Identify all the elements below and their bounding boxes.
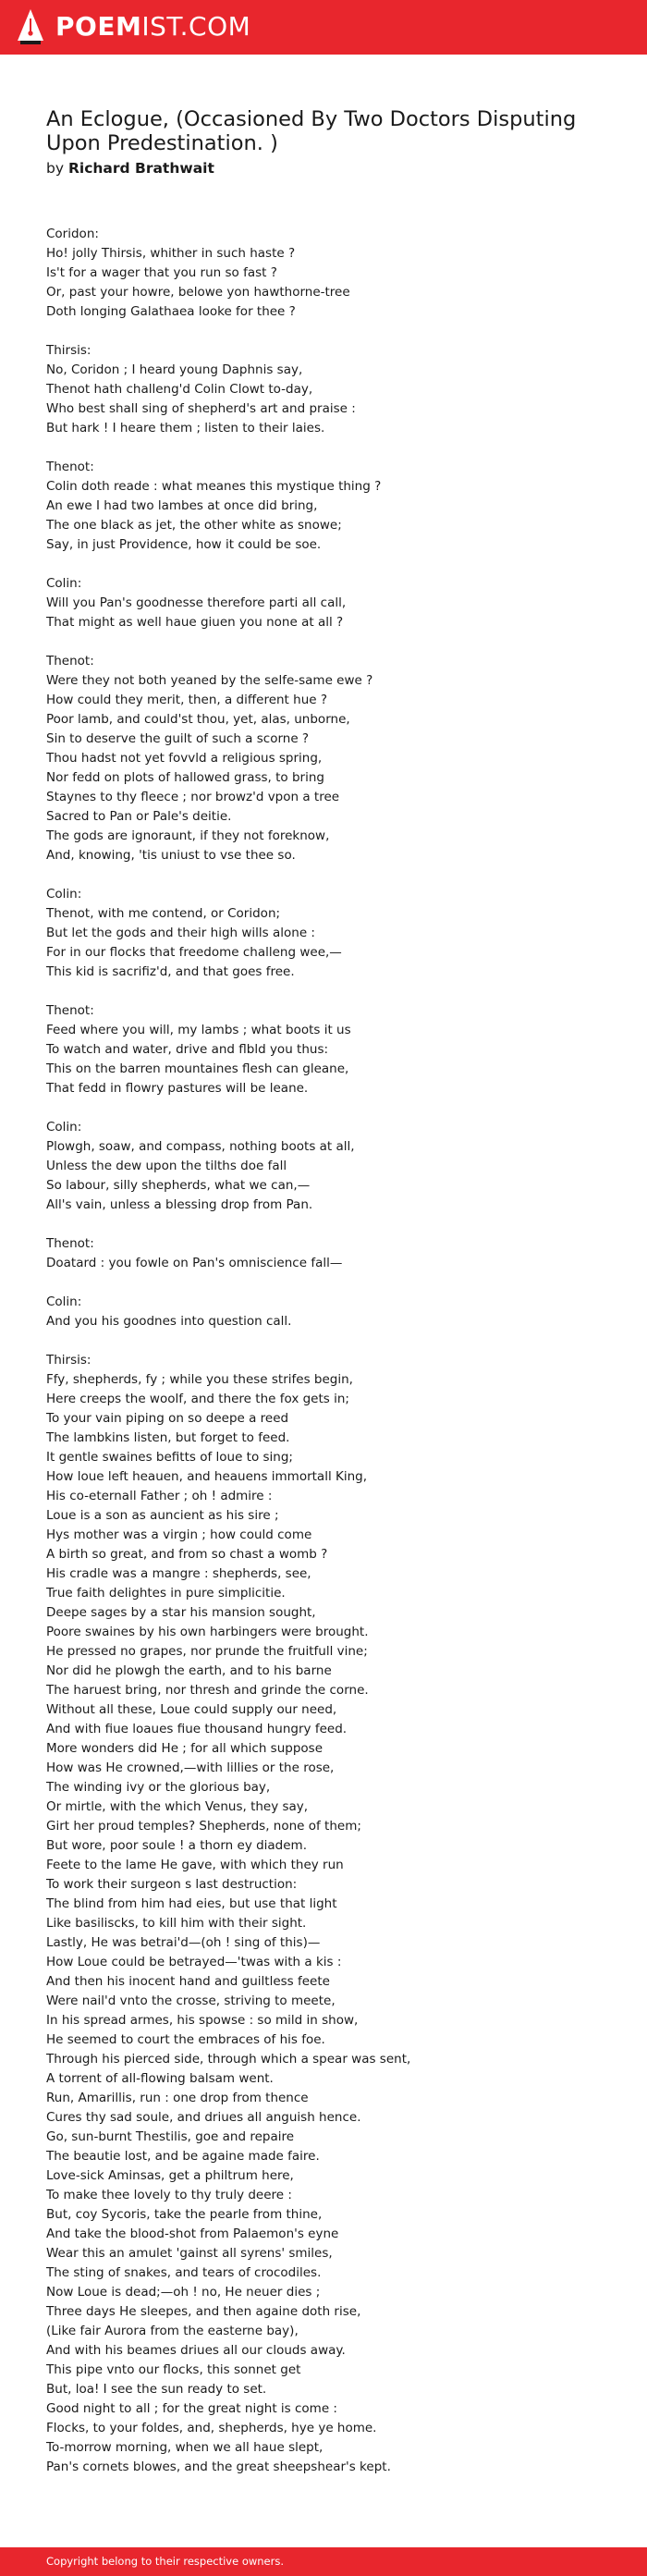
poem-line: His cradle was a mangre : shepherds, see, [46, 1566, 311, 1581]
poem-line: Three days He sleepes, and then againe doth rise, [46, 2304, 361, 2319]
poem-line: Thenot hath challeng'd Colin Clowt to-day, [46, 382, 313, 397]
poem-line: Ffy, shepherds, fy ; while you these strifes begin, [46, 1372, 353, 1387]
speaker-label: Thenot: [46, 654, 94, 669]
poem-line: The winding ivy or the glorious bay, [46, 1780, 271, 1795]
poem-line: Run, Amarillis, run : one drop from thence [46, 2091, 309, 2105]
poem-line: How was He crowned,—with lillies or the rose, [46, 1760, 335, 1775]
poem-line: Poor lamb, and could'st thou, yet, alas, unborne, [46, 712, 350, 727]
poem-line: Feed where you will, my lambs ; what boots it us [46, 1023, 351, 1037]
stanza [46, 341, 619, 438]
stanza [46, 1234, 619, 1273]
poem-body [46, 225, 619, 2496]
speaker-label: Colin: [46, 887, 82, 902]
speaker-label: Thenot: [46, 460, 94, 474]
poem-line: And with his beames driues all our clouds away. [46, 2343, 346, 2358]
poem-line: Doth longing Galathaea looke for thee ? [46, 304, 296, 319]
stanza [46, 652, 619, 865]
poem-line: And, knowing, 'tis uniust to vse thee so. [46, 848, 296, 863]
poem-line: The gods are ignoraunt, if they not foreknow, [46, 828, 330, 843]
poem-line: For in our flocks that freedome challeng wee,— [46, 945, 342, 960]
speaker-label: Thirsis: [46, 343, 92, 358]
poem-line: All's vain, unless a blessing drop from Pan. [46, 1197, 313, 1212]
poem-line: The lambkins listen, but forget to feed. [46, 1430, 290, 1445]
poem-line: Were nail'd vnto the crosse, striving to meete, [46, 1993, 336, 2008]
poem-line: Pan's cornets blowes, and the great sheepshear's kept. [46, 2459, 391, 2474]
author-link[interactable]: Richard Brathwait [67, 160, 214, 177]
poem-line: This kid is sacrifiz'd, and that goes free. [46, 964, 295, 979]
stanza [46, 1293, 619, 1331]
poem-line: Sacred to Pan or Pale's deitie. [46, 809, 232, 824]
poem-line: He pressed no grapes, nor prunde the fruitfull vine; [46, 1644, 368, 1659]
site-logo-link[interactable] [15, 7, 250, 46]
poem-line: More wonders did He ; for all which suppose [46, 1741, 323, 1756]
byline [46, 159, 214, 178]
poem-line: Who best shall sing of shepherd's art and praise : [46, 401, 356, 416]
poem-line: Like basiliscks, to kill him with their sight. [46, 1916, 307, 1931]
poem-line: And take the blood-shot from Palaemon's eyne [46, 2226, 339, 2241]
poem-line: Without all these, Loue could supply our need, [46, 1702, 337, 1717]
stanza [46, 1118, 619, 1215]
poem-line: The blind from him had eies, but use that light [46, 1896, 337, 1911]
poem-line: Will you Pan's goodnesse therefore parti all call, [46, 595, 347, 610]
poem-line: Staynes to thy fleece ; nor browz'd vpon a tree [46, 790, 340, 804]
stanza [46, 1001, 619, 1098]
stanza [46, 225, 619, 322]
poem-line: A birth so great, and from so chast a womb ? [46, 1547, 328, 1562]
stanza [46, 574, 619, 632]
poem-line: Nor did he plowgh the earth, and to his barne [46, 1663, 332, 1678]
poem-line: How Loue could be betrayed—'twas with a kis : [46, 1955, 342, 1969]
poem-title: An Eclogue, (Occasioned By Two Doctors Disputing Upon Predestination. ) [46, 107, 577, 155]
poem-line: Cures thy sad soule, and driues all anguish hence. [46, 2110, 361, 2125]
poem-line: Flocks, to your foldes, and, shepherds, hye ye home. [46, 2421, 377, 2435]
poem-line: Love-sick Aminsas, get a philtrum here, [46, 2168, 294, 2183]
poem-line: Unless the dew upon the tilths doe fall [46, 1159, 287, 1173]
speaker-label: Thirsis: [46, 1353, 92, 1368]
poem-line: But, coy Sycoris, take the pearle from thine, [46, 2207, 323, 2222]
speaker-label: Coridon: [46, 227, 99, 241]
poem-line: True faith delightes in pure simplicitie. [46, 1586, 286, 1601]
copyright-notice: Copyright belong to their respective owners. [46, 2555, 285, 2568]
poem-line: But wore, poor soule ! a thorn ey diadem. [46, 1838, 308, 1853]
poem-line: Doatard : you fowle on Pan's omniscience fall— [46, 1256, 343, 1270]
speaker-label: Thenot: [46, 1003, 94, 1018]
site-header [0, 0, 647, 55]
poem-line: Were they not both yeaned by the selfe-same ewe ? [46, 673, 373, 688]
poem-line: The one black as jet, the other white as snowe; [46, 518, 342, 533]
poem-line: To work their surgeon s last destruction: [46, 1877, 298, 1892]
poem-line: Say, in just Providence, how it could be soe. [46, 537, 322, 552]
poem-line: Wear this an amulet 'gainst all syrens' smiles, [46, 2246, 333, 2261]
poem-line: The beautie lost, and be againe made faire. [46, 2149, 320, 2164]
poem-line: Poore swaines by his own harbingers were brought. [46, 1625, 369, 1639]
poem-line: The haruest bring, nor thresh and grinde the corne. [46, 1683, 369, 1698]
poem-line: Sin to deserve the guilt of such a scorne ? [46, 731, 310, 746]
poem-line: To your vain piping on so deepe a reed [46, 1411, 289, 1426]
poem-line: Thou hadst not yet fovvld a religious spring, [46, 751, 323, 766]
poem-line: Loue is a son as auncient as his sire ; [46, 1508, 279, 1523]
speaker-label: Colin: [46, 1120, 82, 1135]
poem-line: How could they merit, then, a different hue ? [46, 693, 328, 707]
site-footer [0, 2547, 647, 2576]
poem-line: Nor fedd on plots of hallowed grass, to bring [46, 770, 324, 785]
poem-line: Deepe sages by a star his mansion sought, [46, 1605, 316, 1620]
poem-line: Thenot, with me contend, or Coridon; [46, 906, 281, 921]
quill-nib-icon [15, 7, 46, 46]
stanza [46, 1351, 619, 2477]
poem-line: The sting of snakes, and tears of crocodiles. [46, 2265, 322, 2280]
poem-line: His co-eternall Father ; oh ! admire : [46, 1489, 273, 1503]
speaker-label: Colin: [46, 1294, 82, 1309]
poem-line: An ewe I had two lambes at once did bring, [46, 498, 318, 513]
poem-line: No, Coridon ; I heard young Daphnis say, [46, 362, 303, 377]
poem-line: To-morrow morning, when we all haue slept, [46, 2440, 324, 2455]
poem-line: Good night to all ; for the great night is come : [46, 2401, 337, 2416]
poem-line: Lastly, He was betrai'd—(oh ! sing of this)— [46, 1935, 321, 1950]
poem-line: That fedd in flowry pastures will be leane. [46, 1081, 309, 1096]
poem-line: Or mirtle, with the which Venus, they say, [46, 1799, 309, 1814]
speaker-label: Thenot: [46, 1236, 94, 1251]
logo-text-bold: POEM [55, 11, 142, 42]
poem-line: That might as well haue giuen you none at all ? [46, 615, 344, 630]
poem-line: Is't for a wager that you run so fast ? [46, 265, 277, 280]
stanza [46, 885, 619, 982]
poem-line: And then his inocent hand and guiltless feete [46, 1974, 330, 1989]
poem-line: Here creeps the woolf, and there the fox gets in; [46, 1392, 349, 1406]
poem-line: And you his goodnes into question call. [46, 1314, 292, 1329]
poem-line: A torrent of all-flowing balsam went. [46, 2071, 274, 2086]
poem-line: Go, sun-burnt Thestilis, goe and repaire [46, 2129, 295, 2144]
poem-line: And with fiue loaues fiue thousand hungry feed. [46, 1722, 348, 1736]
poem-line: But let the gods and their high wills alone : [46, 926, 315, 940]
poem-line: In his spread armes, his spowse : so mild in show, [46, 2013, 359, 2028]
poem-line: He seemed to court the embraces of his foe. [46, 2032, 325, 2047]
poem-line: (Like fair Aurora from the easterne bay), [46, 2324, 299, 2338]
poem-line: But, loa! I see the sun ready to set. [46, 2382, 267, 2397]
poem-line: This on the barren mountaines flesh can gleane, [46, 1061, 349, 1076]
site-logo-text [55, 7, 250, 46]
poem-line: How loue left heauen, and heauens immortall King, [46, 1469, 368, 1484]
poem-line: Hys mother was a virgin ; how could come [46, 1527, 312, 1542]
byline-prefix: by [46, 160, 65, 177]
logo-text-light: IST.COM [141, 11, 251, 42]
poem-line: It gentle swaines befitts of loue to sing; [46, 1450, 293, 1465]
poem-line: Through his pierced side, through which a spear was sent, [46, 2052, 411, 2067]
stanza [46, 458, 619, 555]
poem-line: Or, past your howre, belowe yon hawthorne-tree [46, 285, 350, 300]
poem-line: To watch and water, drive and flbld you thus: [46, 1042, 329, 1057]
speaker-label: Colin: [46, 576, 82, 591]
poem-line: This pipe vnto our flocks, this sonnet get [46, 2362, 301, 2377]
poem-line: Colin doth reade : what meanes this mystique thing ? [46, 479, 382, 494]
poem-line: Plowgh, soaw, and compass, nothing boots at all, [46, 1139, 355, 1154]
poem-line: To make thee lovely to thy truly deere : [46, 2188, 292, 2202]
poem-line: Girt her proud temples? Shepherds, none of them; [46, 1819, 361, 1834]
poem-line: Feete to the lame He gave, with which they run [46, 1858, 344, 1872]
poem-line: But hark ! I heare them ; listen to their laies. [46, 421, 325, 435]
poem-line: Ho! jolly Thirsis, whither in such haste ? [46, 246, 296, 261]
poem-line: So labour, silly shepherds, what we can,— [46, 1178, 311, 1193]
poem-line: Now Loue is dead;—oh ! no, He neuer dies ; [46, 2285, 321, 2300]
